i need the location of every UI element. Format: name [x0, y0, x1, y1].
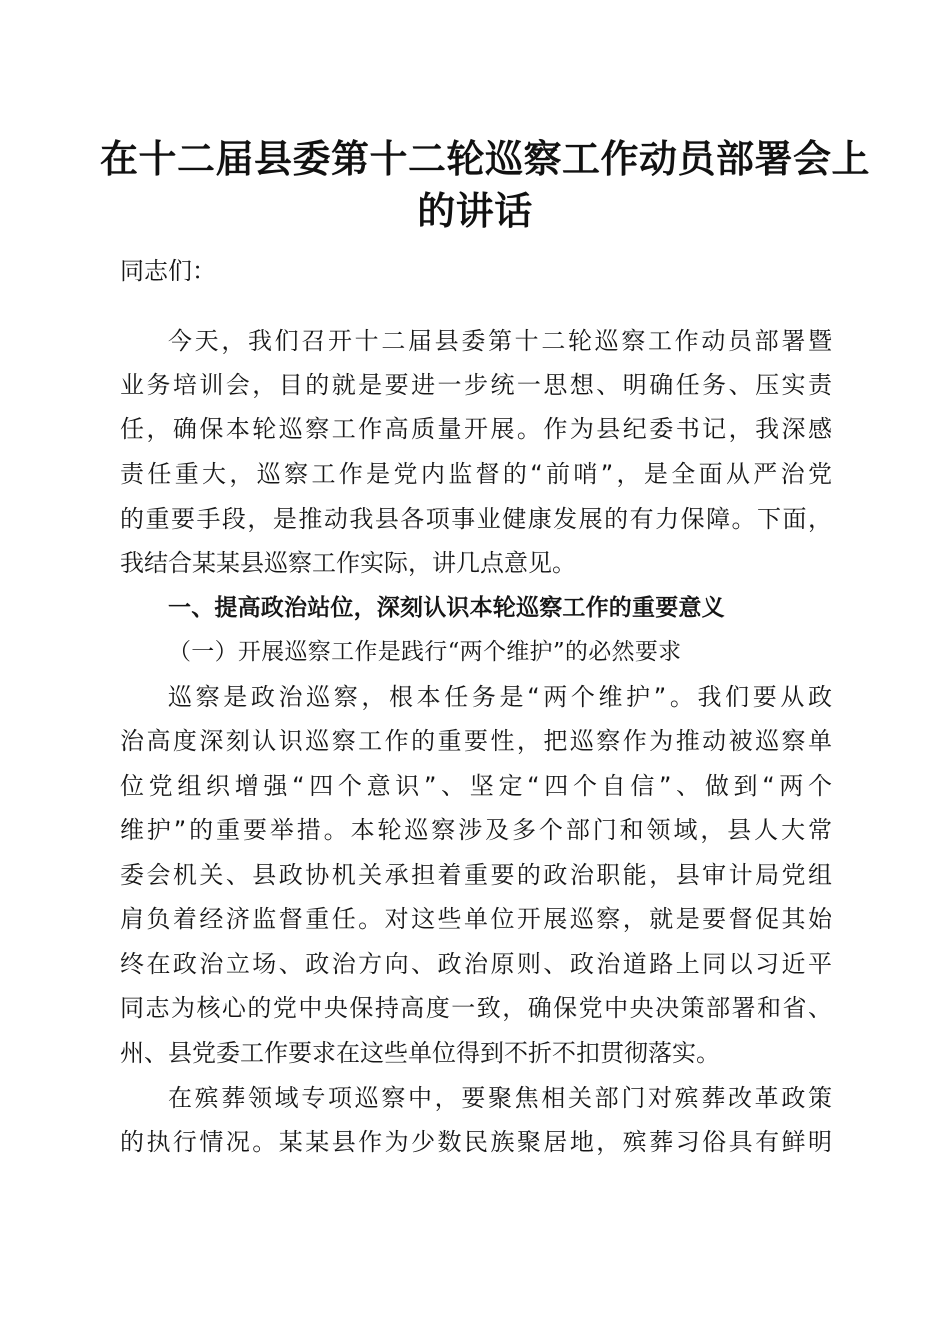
paragraph-line: 终在政治立场、政治方向、政治原则、政治道路上同以习近平 — [120, 950, 832, 978]
salutation: 同志们： — [120, 257, 216, 285]
paragraph-line: 在殡葬领域专项巡察中，要聚焦相关部门对殡葬改革政策 — [168, 1084, 832, 1112]
paragraph-line: 的执行情况。某某县作为少数民族聚居地，殡葬习俗具有鲜明 — [120, 1128, 832, 1156]
document-title — [100, 133, 871, 237]
title-line-2: 的讲话 — [417, 188, 533, 233]
paragraph-line: 业务培训会，目的就是要进一步统一思想、明确任务、压实责 — [120, 371, 832, 399]
paragraph-line: 州、县党委工作要求在这些单位得到不折不扣贯彻落实。 — [120, 1039, 720, 1067]
subsection-heading-1-1: （一）开展巡察工作是践行“两个维护”的必然要求 — [168, 639, 682, 665]
paragraph-line: 任，确保本轮巡察工作高质量开展。作为县纪委书记，我深感 — [120, 415, 832, 443]
paragraph-line: 维护”的重要举措。本轮巡察涉及多个部门和领域，县人大常 — [120, 816, 832, 844]
paragraph-line: 治高度深刻认识巡察工作的重要性，把巡察作为推动被巡察单 — [120, 727, 832, 755]
paragraph-line: 责任重大，巡察工作是党内监督的“前哨”，是全面从严治党 — [120, 460, 832, 488]
section-heading-1: 一、提高政治站位，深刻认识本轮巡察工作的重要意义 — [168, 595, 725, 621]
paragraph-line: 我结合某某县巡察工作实际，讲几点意见。 — [120, 549, 576, 577]
paragraph-line: 的重要手段，是推动我县各项事业健康发展的有力保障。下面， — [120, 505, 832, 533]
paragraph-line: 肩负着经济监督重任。对这些单位开展巡察，就是要督促其始 — [120, 905, 832, 933]
paragraph-line: 同志为核心的党中央保持高度一致，确保党中央决策部署和省、 — [120, 994, 832, 1022]
paragraph-line: 委会机关、县政协机关承担着重要的政治职能，县审计局党组 — [120, 861, 832, 889]
paragraph-line: 位党组织增强“四个意识”、坚定“四个自信”、做到“两个 — [120, 772, 832, 800]
paragraph-line: 巡察是政治巡察，根本任务是“两个维护”。我们要从政 — [168, 683, 832, 711]
title-line-1: 在十二届县委第十二轮巡察工作动员部署会上 — [100, 136, 871, 181]
paragraph-line: 今天，我们召开十二届县委第十二轮巡察工作动员部署暨 — [168, 327, 832, 355]
